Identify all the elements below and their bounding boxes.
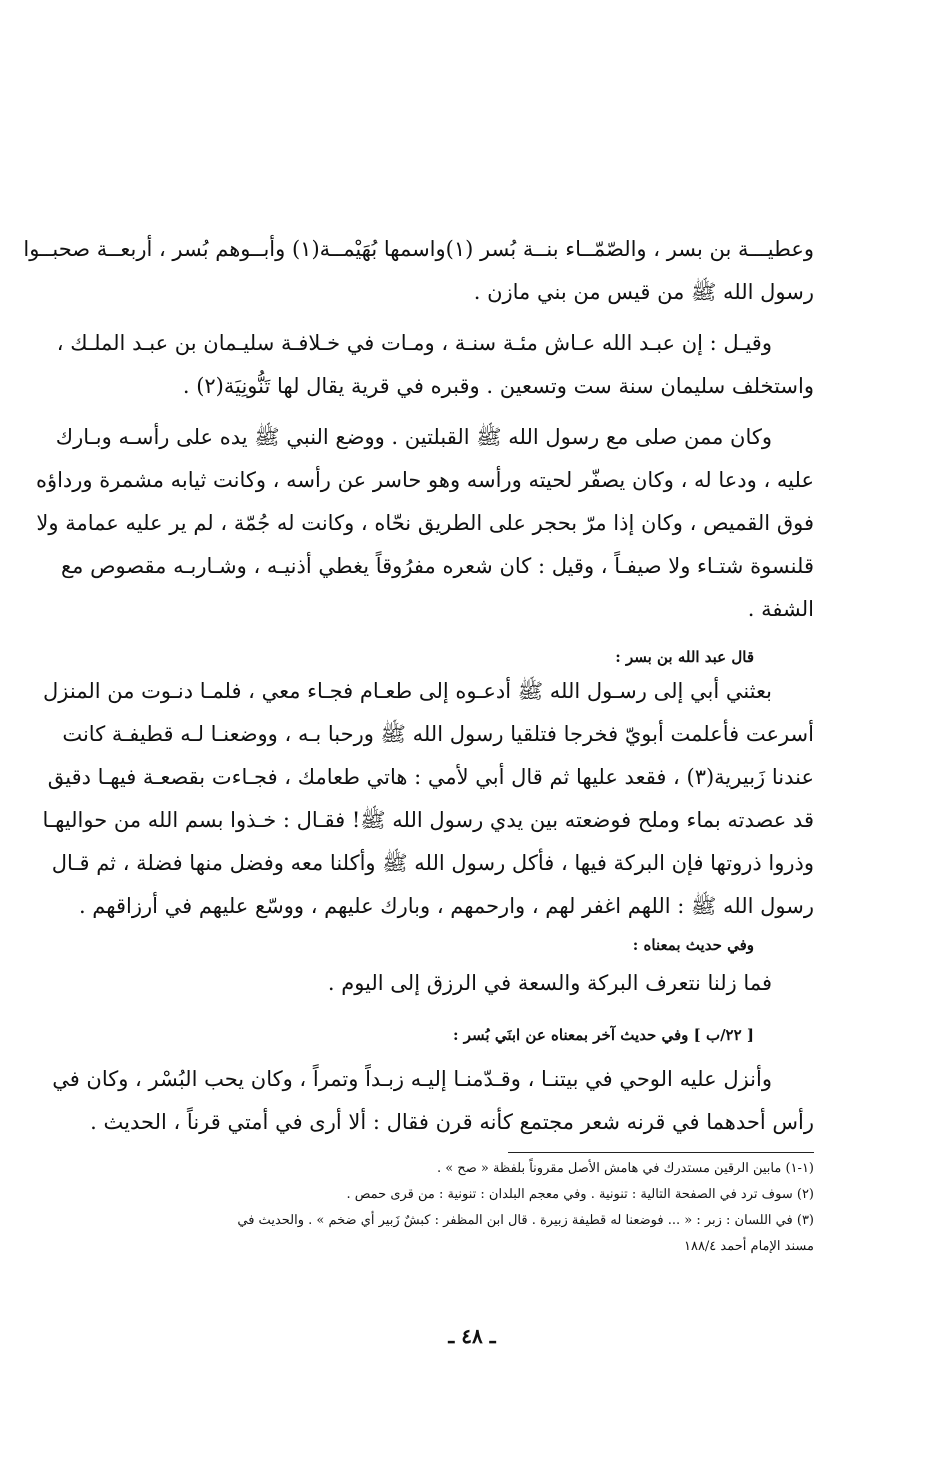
- paragraph-4: [42, 670, 814, 928]
- page-number: ـ ٤٨ ـ: [448, 1324, 496, 1348]
- text-line: عندنا زَبيرية(٣) ، فقعد عليها ثم قال أبي لأمي : هاتي طعامك ، فجـاءت بقصعـة فيهـا دقيق: [47, 765, 814, 789]
- text-line: وقيـل : إن عبـد الله عـاش مئـة سنـة ، ومـات في خـلافـة سليـمان بن عبـد الملـك ،: [56, 331, 772, 355]
- footnote: (٣) في اللسان : زبر : « ... فوضعنا له قطيفة زبيرة . قال ابن المظفر : كبشٌ زَبير أي ضخم » . والحديث في: [237, 1213, 814, 1228]
- footnote-divider: [508, 1152, 814, 1153]
- text-line: أسرعت فأعلمت أبويّ فخرجا فتلقيا رسول الله ﷺ ورحبا بـه ، ووضعنـا لـه قطيفـة كانت: [62, 722, 814, 746]
- text-line: رسول الله ﷺ من قيس من بني مازن .: [473, 280, 814, 304]
- text-line: واستخلف سليمان سنة ست وتسعين . وقبره في قرية يقال لها تَنُّونِيَة(٢) .: [182, 374, 814, 398]
- text-line: قلنسوة شتـاء ولا صيفـاً ، وقيل : كان شعره مفرُوقاً يغطي أذنيـه ، وشـاربـه مقصوص مع: [61, 554, 814, 578]
- text-line: وأنزل عليه الوحي في بيتنـا ، وقـدّمنـا إليـه زبـداً وتمراً ، وكان يحب البُسْر ، وكان في: [52, 1067, 772, 1091]
- text-line: فما زلنا نتعرف البركة والسعة في الرزق إلى اليوم .: [327, 971, 772, 995]
- footnote: (١-١) مابين الرقين مستدرك في هامش الأصل مقروناً بلفظة « صح » .: [436, 1161, 814, 1176]
- text-line: رأس أحدهما في قرنه شعر مجتمع كأنه قرن فقال : ألا أرى في أمتي قرناً ، الحديث .: [90, 1110, 814, 1134]
- text-line: وكان ممن صلى مع رسول الله ﷺ القبلتين . ووضع النبي ﷺ يده على رأسـه وبـارك: [55, 425, 772, 449]
- section-heading: قال عبد الله بن بسر :: [615, 648, 754, 666]
- footnote: مسند الإمام أحمد ١٨٨/٤: [683, 1239, 814, 1254]
- paragraph-6: [52, 1058, 814, 1144]
- section-heading: وفي حديث بمعناه :: [632, 936, 754, 954]
- text-line: الشفة .: [747, 597, 814, 621]
- section-heading: [ ٢٢/ب ] وفي حديث آخر بمعناه عن ابنَي بُسر :: [453, 1026, 754, 1044]
- text-line: وعطيـــة بن بسر ، والصّمّــاء بنــة بُسر (١)واسمها بُهَيْمــة(١) وأبــوهم بُسر ، أربعــة صحبــوا: [23, 237, 814, 261]
- text-line: وذروا ذروتها فإن البركة فيها ، فأكل رسول الله ﷺ وأكلنا معه وفضل منها فضلة ، ثم قـال: [51, 851, 814, 875]
- paragraph-1: [23, 228, 814, 314]
- text-line: قد عصدته بماء وملح فوضعته بين يدي رسول الله ﷺ! فقـال : خـذوا بسم الله من حواليهـا: [42, 808, 814, 832]
- paragraph-3: [35, 416, 814, 631]
- footnote: (٢) سوف ترد في الصفحة التالية : تنونية . وفي معجم البلدان : تنونية : من قرى حمص .: [346, 1187, 814, 1202]
- text-line: فوق القميص ، وكان إذا مرّ بحجر على الطريق نحّاه ، وكانت له جُمّة ، لم ير عليه عمامة ولا: [36, 511, 814, 535]
- footnotes: [108, 1156, 814, 1260]
- text-line: بعثني أبي إلى رسـول الله ﷺ أدعـوه إلى طعـام فجـاء معي ، فلمـا دنـوت من المنزل: [43, 679, 772, 703]
- paragraph-2: [56, 322, 814, 408]
- text-line: رسول الله ﷺ : اللهم اغفر لهم ، وارحمهم ، وبارك عليهم ، ووسّع عليهم في أرزاقهم .: [78, 894, 814, 918]
- text-line: عليه ، ودعا له ، وكان يصفّر لحيته ورأسه وهو حاسر عن رأسه ، وكانت ثيابه مشمرة ورداؤه: [35, 468, 814, 492]
- paragraph-5: [108, 962, 814, 1005]
